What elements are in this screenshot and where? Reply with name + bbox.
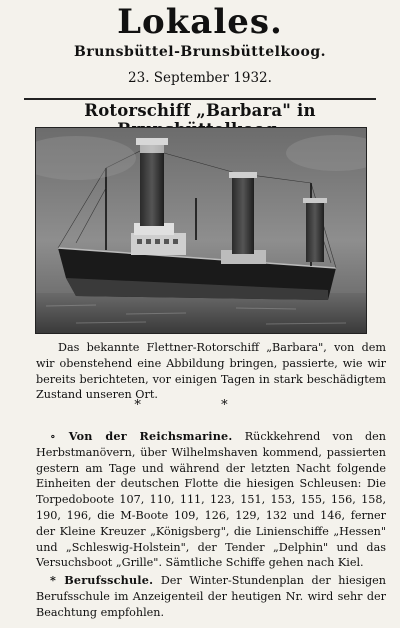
- locality-heading: Brunsbüttel-Brunsbüttelkoog.: [74, 44, 326, 60]
- article-paragraph: Rückkehrend von den Herbstmanövern, über Wilhelmshaven kommend, passierten gestern am Tage und während der letzten Nacht folgende Einheiten der deutschen Flotte die hiesigen Schleusen: Die Torpedoboote 107, 110, 111, 123, 151, 153, 155, 156, 158, 190, 196, die M-Boote 109, 126, 129, 132 und 146, ferner der Kleine Kreuzer „Königsberg", die Linienschiffe „Hessen" und „Schleswig-Holstein", der Tender „Delphin" und das Versuchsboot „Grille". Sämtliche Schiffe gehen nach Kiel.: [36, 430, 386, 570]
- article-paragraph: Das bekannte Flettner-Rotorschiff „Barbara", von dem wir obenstehend eine Abbildung bringen, passierte, wie wir bereits berichteten, vor einigen Tagen in stark beschädigtem Zustand unseren Ort.: [36, 341, 386, 402]
- navy-article: [36, 429, 386, 571]
- ship-photograph: [35, 127, 367, 334]
- dateline: 23. September 1932.: [128, 70, 272, 86]
- separator-star: *: [134, 398, 179, 413]
- article-paragraph: Der Winter-Stundenplan der hiesigen Berufsschule im Anzeigenteil der heutigen Nr. wird sehr der Beachtung empfohlen.: [36, 574, 387, 619]
- article-headline: Rotorschiff „Barbara" in: [84, 101, 316, 120]
- separator-star: *: [221, 398, 266, 413]
- rotor-ship-image: [36, 128, 366, 333]
- article-lead: ∘ Von der Reichsmarine.: [50, 429, 233, 443]
- divider-rule: [24, 98, 376, 100]
- section-separator: [0, 398, 400, 413]
- school-article: [36, 573, 386, 620]
- section-masthead: Lokales.: [117, 2, 283, 42]
- article-lead: * Berufsschule.: [50, 573, 154, 587]
